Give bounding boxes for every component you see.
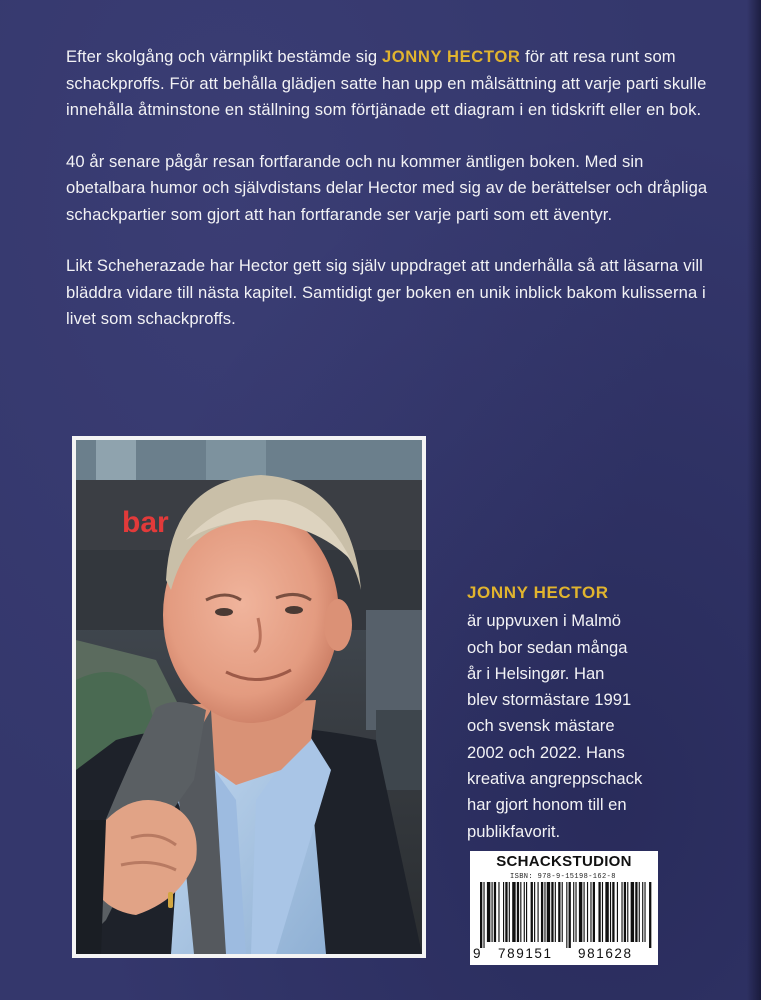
barcode-bar: [526, 882, 527, 942]
blurb-text: [66, 44, 716, 358]
barcode-bar: [517, 882, 519, 942]
bio-line-4: blev stormästare 1991: [467, 690, 632, 710]
barcode-bar: [610, 882, 611, 942]
barcode-bar: [509, 882, 510, 942]
barcode-bar: [593, 882, 595, 942]
barcode-bar: [587, 882, 588, 942]
bio-line-7: kreativa angreppschack: [467, 769, 643, 789]
bio-line-8: har gjort honom till en: [467, 795, 627, 815]
barcode-bar: [569, 882, 571, 948]
barcode-bar: [558, 882, 560, 942]
barcode-bar: [555, 882, 556, 942]
blurb-paragraph-1-rest: för att resa runt som schackproffs. För att behålla glädjen satte han upp en målsättning att varje parti skulle innehålla åtminstone en ställning som förtjänade ett diagram i en tidskrift eller en bok.: [66, 47, 707, 119]
barcode-bar: [498, 882, 499, 942]
barcode-bar: [538, 882, 539, 942]
bio-line-9: publikfavorit.: [467, 821, 561, 841]
barcode-bar: [512, 882, 515, 942]
bio-line-5: och svensk mästare: [467, 716, 615, 736]
barcode-bar: [584, 882, 585, 942]
barcode-bar: [612, 882, 614, 942]
barcode-label: [470, 851, 658, 965]
barcode-digits-left: 789151: [498, 946, 553, 961]
barcode-bar: [573, 882, 574, 942]
barcode-bar: [575, 882, 576, 942]
blurb-paragraph-1: [66, 44, 716, 124]
bio-line-2: och bor sedan många: [467, 637, 628, 657]
barcode-bar: [590, 882, 591, 942]
barcode-bar: [520, 882, 521, 942]
barcode-bar: [598, 882, 600, 942]
barcode-bar: [621, 882, 622, 942]
barcode-bar: [617, 882, 618, 942]
isbn-text: ISBN: 978-9-15198-162-8: [510, 873, 616, 881]
barcode-bar: [624, 882, 626, 942]
bio-line-1: är uppvuxen i Malmö: [467, 611, 622, 631]
barcode-bar: [480, 882, 482, 948]
barcode-bar: [642, 882, 643, 942]
barcode-bar: [562, 882, 563, 942]
barcode-bar: [631, 882, 634, 942]
barcode-bar: [547, 882, 550, 942]
author-photo: [76, 440, 422, 954]
barcode-bar: [492, 882, 493, 942]
blurb-paragraph-3: Likt Scheherazade har Hector gett sig själv uppdraget att underhålla så att läsarna vill bläddra vidare till nästa kapitel. Samtidigt ger boken en unik inblick bakom kulisserna i livet som schackproffs.: [66, 256, 706, 328]
barcode-bar: [524, 882, 525, 942]
barcode-bar: [602, 882, 603, 942]
author-bio: [467, 580, 707, 845]
bio-line-6: 2002 och 2022. Hans: [467, 742, 625, 762]
barcode-bar: [541, 882, 543, 942]
barcode-bar: [487, 882, 490, 942]
barcode-bars: [480, 882, 656, 948]
barcode-bar: [534, 882, 535, 942]
barcode-bar: [503, 882, 504, 942]
barcode-bar: [649, 882, 651, 948]
author-name-inline: JONNY HECTOR: [381, 47, 521, 66]
barcode-bar: [544, 882, 545, 942]
publisher-name: SCHACKSTUDION: [496, 853, 632, 870]
barcode-digits: [470, 946, 658, 962]
blurb-paragraph-2: 40 år senare pågår resan fortfarande och nu kommer äntligen boken. Med sin obetalbara humor och självdistans delar Hector med sig av de berättelser och dråpliga schackpartier som gjort att han fortfarande ser varje parti som ett äventyr.: [66, 151, 708, 224]
barcode-bar: [639, 882, 640, 942]
barcode-bar: [627, 882, 628, 942]
barcode-bar: [635, 882, 637, 942]
barcode-digit-first: 9: [473, 946, 481, 961]
barcode-bar: [494, 882, 496, 942]
barcode-bar: [605, 882, 608, 942]
bio-author-name: JONNY HECTOR: [467, 583, 609, 602]
background-sign-text: bar: [122, 506, 169, 539]
barcode-bar: [551, 882, 553, 942]
barcode-bar: [531, 882, 533, 942]
barcode-bar: [644, 882, 645, 942]
barcode-digits-right: 981628: [578, 946, 633, 961]
bio-line-3: år i Helsingør. Han: [467, 663, 605, 683]
cover-edge-shadow: [747, 0, 761, 1000]
blurb-paragraph-1-intro: Efter skolgång och värnplikt bestämde sig: [66, 47, 382, 66]
barcode-bar: [566, 882, 567, 948]
barcode-bar: [505, 882, 507, 942]
barcode-bar: [579, 882, 582, 942]
author-photo-frame: [72, 436, 426, 958]
barcode-bar: [483, 882, 484, 948]
